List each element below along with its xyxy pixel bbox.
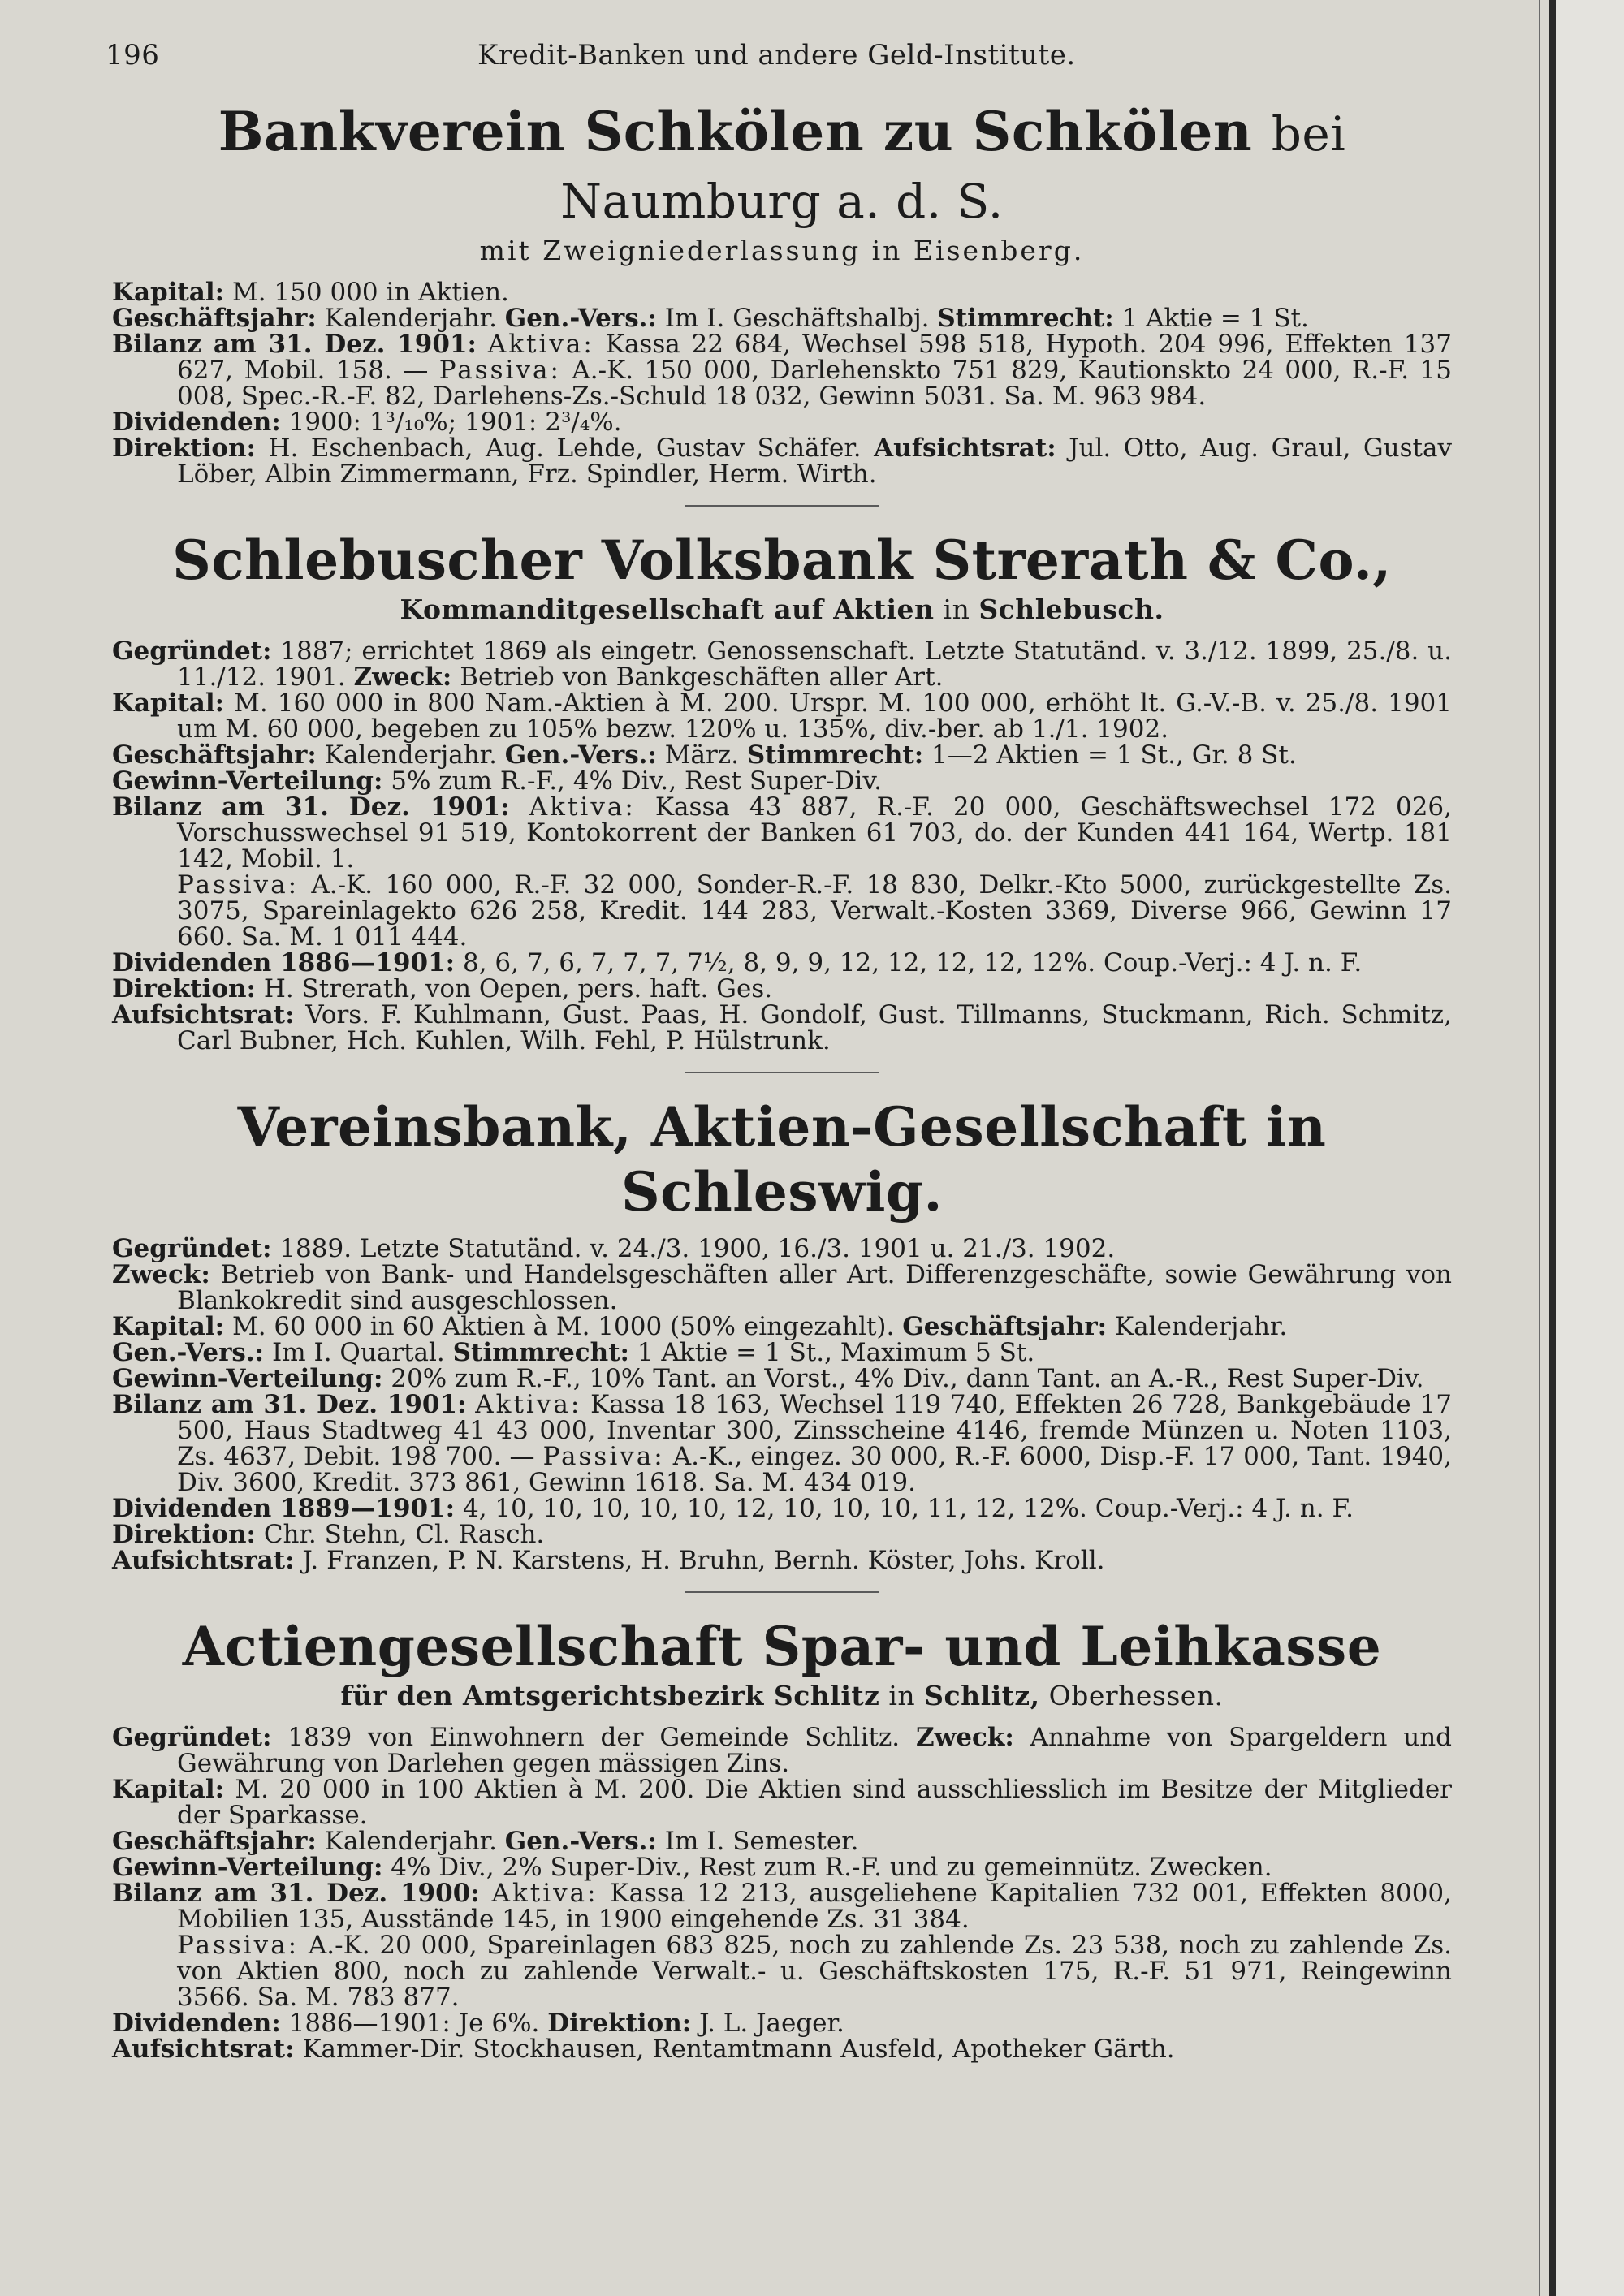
entry-subtitle: mit Zweigniederlassung in Eisenberg.	[479, 235, 1085, 266]
field-value: M. 160 000 in 800 Nam.-Aktien à M. 200. Urspr. M. 100 000, erhöht lt. G.-V.-B. v. 25./8. 1901 um M. 60 000, begeben zu 105% bezw. 120% u. 135%, div.-ber. ab 1./1. 1902.	[177, 688, 1452, 744]
field-value: 1887; errichtet 1869 als eingetr. Genossenschaft. Letzte Statutänd. v. 3./12. 1899, 25./8. u. 11./12. 1901.	[177, 637, 1453, 692]
field-value: Im I. Semester.	[664, 1827, 859, 1856]
field-value: M. 60 000 in 60 Aktien à M. 1000 (50% eingezahlt).	[231, 1312, 895, 1341]
entry-subtitle-bold: Kommanditgesellschaft auf Aktien	[400, 593, 935, 625]
field-value: 1886—1901: Je 6%.	[288, 2009, 540, 2038]
field-label: Kapital:	[112, 688, 225, 718]
entry	[112, 1072, 1452, 1573]
field-label: Bilanz am 31. Dez. 1901:	[112, 330, 477, 359]
entry-paragraph	[112, 1880, 1452, 1932]
entry	[112, 505, 1452, 1054]
field-label: Stimmrecht:	[937, 304, 1114, 333]
field-label: Geschäftsjahr:	[902, 1312, 1108, 1341]
field-label: Kapital:	[112, 1312, 225, 1341]
field-value: 8, 6, 7, 6, 7, 7, 7, 7½, 8, 9, 9, 12, 12, 12, 12, 12%. Coup.-Verj.: 4 J. n. F.	[462, 948, 1363, 978]
entry-title-place: bei Naumburg a. d. S.	[560, 106, 1346, 229]
entry-title-bold: Bankverein Schkölen zu Schkölen	[218, 100, 1253, 163]
entry-paragraph	[112, 305, 1452, 331]
entry-paragraph	[112, 1495, 1452, 1521]
entry-title-bold: Actiengesellschaft Spar- und Leihkasse	[182, 1615, 1382, 1678]
field-value: Kassa 18 163, Wechsel 119 740, Effekten 26 728, Bankgebäude 17 500, Haus Stadtweg 41 43 000, Inventar 300, Zinsscheine 4146, fremde Münzen u. Noten 1103, Zs. 4637, Debit. 198 700. —	[177, 1390, 1453, 1471]
field-value: H. Strerath, von Oepen, pers. haft. Ges.	[263, 974, 773, 1003]
field-value: A.-K. 20 000, Spareinlagen 683 825, noch zu zahlende Zs. 23 538, noch zu zahlende Zs. von Aktien 800, noch zu zahlende Verwalt.- u. Geschäftskosten 175, R.-F. 51 971, Reingewinn 3566. Sa. M. 783 877.	[177, 1931, 1452, 2012]
field-label: Gen.-Vers.:	[504, 304, 657, 333]
field-label: Direktion:	[547, 2009, 692, 2038]
balance-side-label: Passiva:	[542, 1442, 665, 1471]
field-label: Direktion:	[112, 1520, 256, 1549]
field-label: Kapital:	[112, 1775, 225, 1804]
entry-subtitle-bold: für den Amtsgerichtsbezirk Schlitz	[340, 1680, 880, 1711]
entry-paragraph	[112, 1262, 1452, 1314]
field-value: Kalenderjahr.	[324, 740, 497, 770]
margin-rule-thick	[1549, 0, 1556, 2296]
field-value: Kassa 22 684, Wechsel 598 518, Hypoth. 204 996, Effekten 137 627, Mobil. 158. —	[177, 330, 1452, 385]
field-value: Kassa 43 887, R.-F. 20 000, Geschäftswechsel 172 026, Vorschusswechsel 91 519, Kontokorrent der Banken 61 703, do. der Kunden 441 164, Wertp. 181 142, Mobil. 1.	[177, 792, 1453, 874]
entry-paragraph	[112, 638, 1452, 690]
balance-side-label: Passiva:	[438, 356, 561, 385]
entry	[112, 99, 1452, 487]
field-label: Zweck:	[353, 662, 452, 692]
field-label: Geschäftsjahr:	[112, 1827, 317, 1856]
entry-paragraph	[112, 435, 1452, 487]
entry-paragraph	[112, 1724, 1452, 1776]
entry-title	[112, 528, 1452, 593]
balance-side-label: Aktiva:	[491, 1879, 598, 1908]
balance-side-label: Passiva:	[177, 1931, 300, 1960]
entry-title-bold: Schlebuscher Volksbank Strerath & Co.,	[172, 529, 1392, 592]
field-value: A.-K. 150 000, Darlehenskto 751 829, Kautionskto 24 000, R.-F. 15 008, Spec.-R.-F. 82, Darlehens-Zs.-Schuld 18 032, Gewinn 5031. Sa. M. 963 984.	[177, 356, 1452, 411]
field-value: Annahme von Spargeldern und Gewährung von Darlehen gegen mässigen Zins.	[177, 1723, 1452, 1778]
margin-rule-thin	[1539, 0, 1540, 2296]
field-value: M. 20 000 in 100 Aktien à M. 200. Die Aktien sind ausschliesslich im Besitze der Mitglieder der Sparkasse.	[177, 1775, 1452, 1830]
field-value: Vors. F. Kuhlmann, Gust. Paas, H. Gondolf, Gust. Tillmanns, Stuckmann, Rich. Schmitz, Carl Bubner, Hch. Kuhlen, Wilh. Fehl, P. Hülstrunk.	[177, 1000, 1452, 1055]
entry-title	[112, 99, 1452, 234]
running-title: Kredit-Banken und andere Geld-Institute.	[477, 39, 1076, 71]
entry-paragraph	[112, 1340, 1452, 1366]
entry-subtitle-normal: in	[888, 1680, 916, 1711]
entry-paragraph	[112, 768, 1452, 794]
entry-paragraph	[112, 1547, 1452, 1573]
field-value: J. L. Jaeger.	[699, 2009, 844, 2038]
field-label: Bilanz am 31. Dez. 1900:	[112, 1879, 480, 1908]
entry-subtitle	[112, 1679, 1452, 1713]
entry-paragraph	[112, 872, 1452, 950]
entry-paragraph	[112, 1776, 1452, 1828]
balance-side-label: Aktiva:	[487, 330, 594, 359]
field-value: Im I. Geschäftshalbj.	[664, 304, 930, 333]
entry-paragraph	[112, 1314, 1452, 1340]
entry-subtitle-tail: Oberhessen.	[1048, 1680, 1224, 1711]
field-label: Direktion:	[112, 974, 256, 1003]
entry-title	[112, 1614, 1452, 1679]
entry-paragraph	[112, 1854, 1452, 1880]
field-value: 20% zum R.-F., 10% Tant. an Vorst., 4% Div., dann Tant. an A.-R., Rest Super-Div.	[391, 1364, 1424, 1393]
entry-subtitle	[112, 593, 1452, 627]
field-label: Gewinn-Verteilung:	[112, 1853, 383, 1882]
field-value: Kalenderjahr.	[1114, 1312, 1288, 1341]
page-content	[106, 32, 1453, 2064]
field-label: Stimmrecht:	[746, 740, 924, 770]
field-label: Aufsichtsrat:	[112, 1546, 295, 1575]
balance-side-label: Aktiva:	[529, 792, 636, 822]
entry	[112, 1591, 1452, 2062]
field-value: 1900: 1³/₁₀%; 1901: 2³/₄%.	[288, 408, 622, 437]
entry-paragraph	[112, 1002, 1452, 1054]
field-value: Betrieb von Bankgeschäften aller Art.	[460, 662, 944, 692]
field-value: 1839 von Einwohnern der Gemeinde Schlitz.	[287, 1723, 901, 1752]
entry-paragraph	[112, 794, 1452, 872]
field-value: H. Eschenbach, Aug. Lehde, Gustav Schäfer.	[268, 434, 862, 463]
field-label: Dividenden 1886—1901:	[112, 948, 456, 978]
field-value: 1889. Letzte Statutänd. v. 24./3. 1900, 16./3. 1901 u. 21./3. 1902.	[279, 1234, 1116, 1263]
field-value: Kassa 12 213, ausgeliehene Kapitalien 732 001, Effekten 8000, Mobilien 135, Ausstände 145, in 1900 eingehende Zs. 31 384.	[177, 1879, 1452, 1934]
field-value: J. Franzen, P. N. Karstens, H. Bruhn, Bernh. Köster, Johs. Kroll.	[302, 1546, 1105, 1575]
entry-paragraph	[112, 1932, 1452, 2010]
field-label: Zweck:	[915, 1723, 1014, 1752]
field-label: Kapital:	[112, 278, 225, 307]
field-label: Gegründet:	[112, 1234, 272, 1263]
field-label: Bilanz am 31. Dez. 1901:	[112, 792, 510, 822]
field-label: Direktion:	[112, 434, 256, 463]
page-edge	[1556, 0, 1624, 2296]
field-value: 4% Div., 2% Super-Div., Rest zum R.-F. und zu gemeinnütz. Zwecken.	[391, 1853, 1272, 1882]
field-value: A.-K., eingez. 30 000, R.-F. 6000, Disp.-F. 17 000, Tant. 1940, Div. 3600, Kredit. 373 861, Gewinn 1618. Sa. M. 434 019.	[177, 1442, 1452, 1497]
entry-paragraph	[112, 2036, 1452, 2062]
entry-subtitle-bold-place: Schlebusch.	[978, 593, 1164, 625]
field-label: Gegründet:	[112, 637, 272, 666]
entry-paragraph	[112, 1521, 1452, 1547]
field-value: Betrieb von Bank- und Handelsgeschäften aller Art. Differenzgeschäfte, sowie Gewährung von Blankokredit sind ausgeschlossen.	[177, 1260, 1452, 1315]
field-value: Kalenderjahr.	[324, 1827, 497, 1856]
entry-paragraph	[112, 279, 1452, 305]
field-label: Aufsichtsrat:	[874, 434, 1056, 463]
entry-paragraph	[112, 742, 1452, 768]
page-number: 196	[106, 39, 160, 71]
entry-subtitle-normal: in	[943, 593, 970, 625]
field-value: 5% zum R.-F., 4% Div., Rest Super-Div.	[391, 766, 883, 796]
field-value: 1 Aktie = 1 St., Maximum 5 St.	[637, 1338, 1035, 1367]
entries-list	[112, 99, 1452, 2062]
entry-title	[112, 1094, 1452, 1224]
entry-paragraph	[112, 1828, 1452, 1854]
balance-side-label: Passiva:	[177, 870, 300, 900]
field-label: Dividenden:	[112, 408, 281, 437]
entry-paragraph	[112, 1392, 1452, 1495]
field-value: Im I. Quartal.	[271, 1338, 445, 1367]
field-label: Dividenden 1889—1901:	[112, 1494, 456, 1523]
entry-paragraph	[112, 976, 1452, 1002]
entry-paragraph	[112, 1236, 1452, 1262]
field-label: Dividenden:	[112, 2009, 281, 2038]
field-value: Kammer-Dir. Stockhausen, Rentamtmann Ausfeld, Apotheker Gärth.	[302, 2035, 1175, 2064]
entry-subtitle-bold-place: Schlitz,	[924, 1680, 1040, 1711]
field-label: Aufsichtsrat:	[112, 1000, 295, 1029]
field-label: Zweck:	[112, 1260, 210, 1289]
entry-paragraph	[112, 690, 1452, 742]
field-value: 4, 10, 10, 10, 10, 10, 12, 10, 10, 10, 11, 12, 12%. Coup.-Verj.: 4 J. n. F.	[462, 1494, 1354, 1523]
field-value: 1 Aktie = 1 St.	[1121, 304, 1309, 333]
field-label: Geschäftsjahr:	[112, 304, 317, 333]
entry-paragraph	[112, 950, 1452, 976]
field-value: M. 150 000 in Aktien.	[231, 278, 509, 307]
field-label: Bilanz am 31. Dez. 1901:	[112, 1390, 467, 1419]
entry-title-bold: Vereinsbank, Aktien-Gesellschaft in Schleswig.	[237, 1095, 1327, 1224]
field-label: Stimmrecht:	[452, 1338, 629, 1367]
entry-paragraph	[112, 409, 1452, 435]
field-value: 1—2 Aktien = 1 St., Gr. 8 St.	[931, 740, 1297, 770]
field-label: Gen.-Vers.:	[504, 1827, 657, 1856]
field-value: Kalenderjahr.	[324, 304, 497, 333]
field-value: Jul. Otto, Aug. Graul, Gustav Löber, Albin Zimmermann, Frz. Spindler, Herm. Wirth.	[177, 434, 1452, 489]
field-label: Aufsichtsrat:	[112, 2035, 295, 2064]
section-separator	[685, 1591, 879, 1593]
field-label: Gen.-Vers.:	[112, 1338, 265, 1367]
field-value: A.-K. 160 000, R.-F. 32 000, Sonder-R.-F. 18 830, Delkr.-Kto 5000, zurückgestellte Zs. 3075, Spareinlagekto 626 258, Kredit. 144 283, Verwalt.-Kosten 3369, Diverse 966, Gewinn 17 660. Sa. M. 1 011 444.	[177, 870, 1452, 952]
field-label: Gewinn-Verteilung:	[112, 1364, 383, 1393]
field-label: Gegründet:	[112, 1723, 272, 1752]
field-label: Gewinn-Verteilung:	[112, 766, 383, 796]
balance-side-label: Aktiva:	[475, 1390, 582, 1419]
entry-paragraph	[112, 2010, 1452, 2036]
section-separator	[685, 1072, 879, 1073]
field-value: März.	[664, 740, 739, 770]
field-value: Chr. Stehn, Cl. Rasch.	[263, 1520, 545, 1549]
field-label: Geschäftsjahr:	[112, 740, 317, 770]
section-separator	[685, 505, 879, 507]
entry-paragraph	[112, 1366, 1452, 1392]
field-label: Gen.-Vers.:	[504, 740, 657, 770]
running-header	[106, 32, 1452, 81]
entry-paragraph	[112, 331, 1452, 409]
